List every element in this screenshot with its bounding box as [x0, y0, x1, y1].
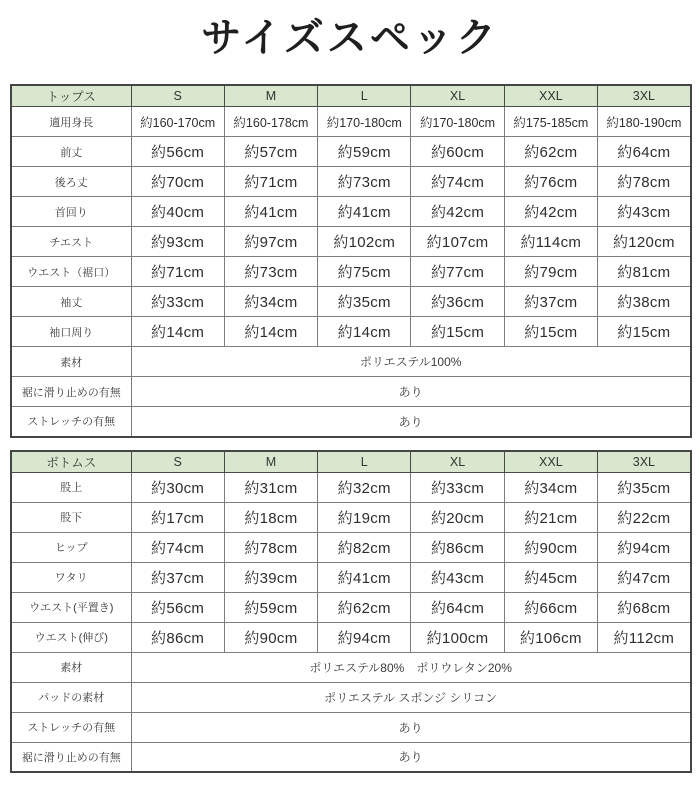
row-label: 裾に滑り止めの有無 — [11, 742, 131, 772]
row-label: 前丈 — [11, 137, 131, 167]
spec-row — [11, 502, 691, 532]
tops-size-table — [10, 84, 692, 438]
value-cell: 約20cm — [411, 502, 504, 532]
spec-row — [11, 287, 691, 317]
size-column-header: S — [131, 85, 224, 107]
size-header-row — [11, 451, 691, 473]
value-cell: 約42cm — [411, 197, 504, 227]
value-cell: 約90cm — [224, 622, 317, 652]
value-cell: 約41cm — [224, 197, 317, 227]
value-cell: 約97cm — [224, 227, 317, 257]
row-label: 素材 — [11, 652, 131, 682]
value-cell: 約82cm — [318, 532, 411, 562]
value-cell: 約33cm — [131, 287, 224, 317]
value-cell: 約15cm — [597, 317, 690, 347]
value-cell: 約74cm — [131, 532, 224, 562]
spec-row — [11, 742, 691, 772]
row-label: 股上 — [11, 472, 131, 502]
spec-row — [11, 407, 691, 437]
value-cell: 約32cm — [318, 472, 411, 502]
value-cell: 約73cm — [318, 167, 411, 197]
span-value-cell: ポリエステル80% ポリウレタン20% — [131, 652, 691, 682]
row-label: チエスト — [11, 227, 131, 257]
value-cell: 約86cm — [131, 622, 224, 652]
size-column-header: L — [318, 85, 411, 107]
value-cell: 約64cm — [597, 137, 690, 167]
size-column-header: M — [224, 85, 317, 107]
spec-row — [11, 472, 691, 502]
value-cell: 約170-180cm — [318, 107, 411, 137]
value-cell: 約56cm — [131, 137, 224, 167]
value-cell: 約75cm — [318, 257, 411, 287]
value-cell: 約71cm — [131, 257, 224, 287]
value-cell: 約62cm — [504, 137, 597, 167]
value-cell: 約102cm — [318, 227, 411, 257]
size-column-header: XXL — [504, 85, 597, 107]
value-cell: 約41cm — [318, 562, 411, 592]
value-cell: 約47cm — [597, 562, 690, 592]
value-cell: 約175-185cm — [504, 107, 597, 137]
value-cell: 約180-190cm — [597, 107, 690, 137]
value-cell: 約93cm — [131, 227, 224, 257]
value-cell: 約77cm — [411, 257, 504, 287]
span-value-cell: ポリエステル100% — [131, 347, 691, 377]
value-cell: 約66cm — [504, 592, 597, 622]
value-cell: 約170-180cm — [411, 107, 504, 137]
spec-row — [11, 592, 691, 622]
value-cell: 約17cm — [131, 502, 224, 532]
bottoms-size-table — [10, 450, 692, 774]
table-title-cell: トップス — [11, 85, 131, 107]
size-header-row — [11, 85, 691, 107]
spec-row — [11, 622, 691, 652]
value-cell: 約41cm — [318, 197, 411, 227]
spec-row — [11, 317, 691, 347]
size-column-header: L — [318, 451, 411, 473]
value-cell: 約21cm — [504, 502, 597, 532]
value-cell: 約68cm — [597, 592, 690, 622]
value-cell: 約43cm — [597, 197, 690, 227]
value-cell: 約107cm — [411, 227, 504, 257]
value-cell: 約56cm — [131, 592, 224, 622]
value-cell: 約37cm — [504, 287, 597, 317]
row-label: 股下 — [11, 502, 131, 532]
value-cell: 約37cm — [131, 562, 224, 592]
spec-row — [11, 167, 691, 197]
value-cell: 約40cm — [131, 197, 224, 227]
row-label: ウエスト(伸び) — [11, 622, 131, 652]
spec-row — [11, 197, 691, 227]
value-cell: 約59cm — [224, 592, 317, 622]
value-cell: 約43cm — [411, 562, 504, 592]
value-cell: 約160-170cm — [131, 107, 224, 137]
row-label: 袖丈 — [11, 287, 131, 317]
value-cell: 約19cm — [318, 502, 411, 532]
span-value-cell: ポリエステル スポンジ シリコン — [131, 682, 691, 712]
value-cell: 約94cm — [597, 532, 690, 562]
row-label: パッドの素材 — [11, 682, 131, 712]
row-label: ヒップ — [11, 532, 131, 562]
size-column-header: XXL — [504, 451, 597, 473]
value-cell: 約15cm — [504, 317, 597, 347]
value-cell: 約60cm — [411, 137, 504, 167]
size-column-header: M — [224, 451, 317, 473]
value-cell: 約62cm — [318, 592, 411, 622]
spec-row — [11, 377, 691, 407]
value-cell: 約15cm — [411, 317, 504, 347]
row-label: ワタリ — [11, 562, 131, 592]
value-cell: 約42cm — [504, 197, 597, 227]
row-label: ウエスト(平置き) — [11, 592, 131, 622]
value-cell: 約94cm — [318, 622, 411, 652]
size-column-header: 3XL — [597, 85, 690, 107]
row-label: 裾に滑り止めの有無 — [11, 377, 131, 407]
row-label: 適用身長 — [11, 107, 131, 137]
value-cell: 約90cm — [504, 532, 597, 562]
row-label: ストレッチの有無 — [11, 407, 131, 437]
table-title-cell: ボトムス — [11, 451, 131, 473]
value-cell: 約59cm — [318, 137, 411, 167]
value-cell: 約120cm — [597, 227, 690, 257]
size-column-header: XL — [411, 85, 504, 107]
value-cell: 約114cm — [504, 227, 597, 257]
value-cell: 約81cm — [597, 257, 690, 287]
value-cell: 約57cm — [224, 137, 317, 167]
value-cell: 約18cm — [224, 502, 317, 532]
value-cell: 約112cm — [597, 622, 690, 652]
value-cell: 約74cm — [411, 167, 504, 197]
value-cell: 約34cm — [504, 472, 597, 502]
value-cell: 約106cm — [504, 622, 597, 652]
page-title: サイズスペック — [201, 16, 499, 60]
size-column-header: 3XL — [597, 451, 690, 473]
spec-row — [11, 257, 691, 287]
value-cell: 約35cm — [318, 287, 411, 317]
size-column-header: S — [131, 451, 224, 473]
value-cell: 約76cm — [504, 167, 597, 197]
value-cell: 約78cm — [597, 167, 690, 197]
value-cell: 約14cm — [318, 317, 411, 347]
row-label: 袖口周り — [11, 317, 131, 347]
value-cell: 約36cm — [411, 287, 504, 317]
value-cell: 約64cm — [411, 592, 504, 622]
spec-row — [11, 682, 691, 712]
size-column-header: XL — [411, 451, 504, 473]
value-cell: 約38cm — [597, 287, 690, 317]
value-cell: 約73cm — [224, 257, 317, 287]
spec-row — [11, 562, 691, 592]
value-cell: 約39cm — [224, 562, 317, 592]
value-cell: 約45cm — [504, 562, 597, 592]
value-cell: 約78cm — [224, 532, 317, 562]
spec-row — [11, 652, 691, 682]
spec-row — [11, 712, 691, 742]
value-cell: 約70cm — [131, 167, 224, 197]
value-cell: 約33cm — [411, 472, 504, 502]
spec-row — [11, 532, 691, 562]
value-cell: 約35cm — [597, 472, 690, 502]
value-cell: 約160-178cm — [224, 107, 317, 137]
span-value-cell: あり — [131, 407, 691, 437]
spec-row — [11, 347, 691, 377]
value-cell: 約22cm — [597, 502, 690, 532]
value-cell: 約79cm — [504, 257, 597, 287]
value-cell: 約30cm — [131, 472, 224, 502]
value-cell: 約86cm — [411, 532, 504, 562]
row-label: 首回り — [11, 197, 131, 227]
spec-row — [11, 107, 691, 137]
spec-row — [11, 227, 691, 257]
value-cell: 約34cm — [224, 287, 317, 317]
value-cell: 約14cm — [224, 317, 317, 347]
span-value-cell: あり — [131, 742, 691, 772]
span-value-cell: あり — [131, 712, 691, 742]
value-cell: 約71cm — [224, 167, 317, 197]
spec-row — [11, 137, 691, 167]
span-value-cell: あり — [131, 377, 691, 407]
row-label: ウエスト（裾口） — [11, 257, 131, 287]
row-label: ストレッチの有無 — [11, 712, 131, 742]
value-cell: 約100cm — [411, 622, 504, 652]
row-label: 後ろ丈 — [11, 167, 131, 197]
value-cell: 約14cm — [131, 317, 224, 347]
value-cell: 約31cm — [224, 472, 317, 502]
row-label: 素材 — [11, 347, 131, 377]
